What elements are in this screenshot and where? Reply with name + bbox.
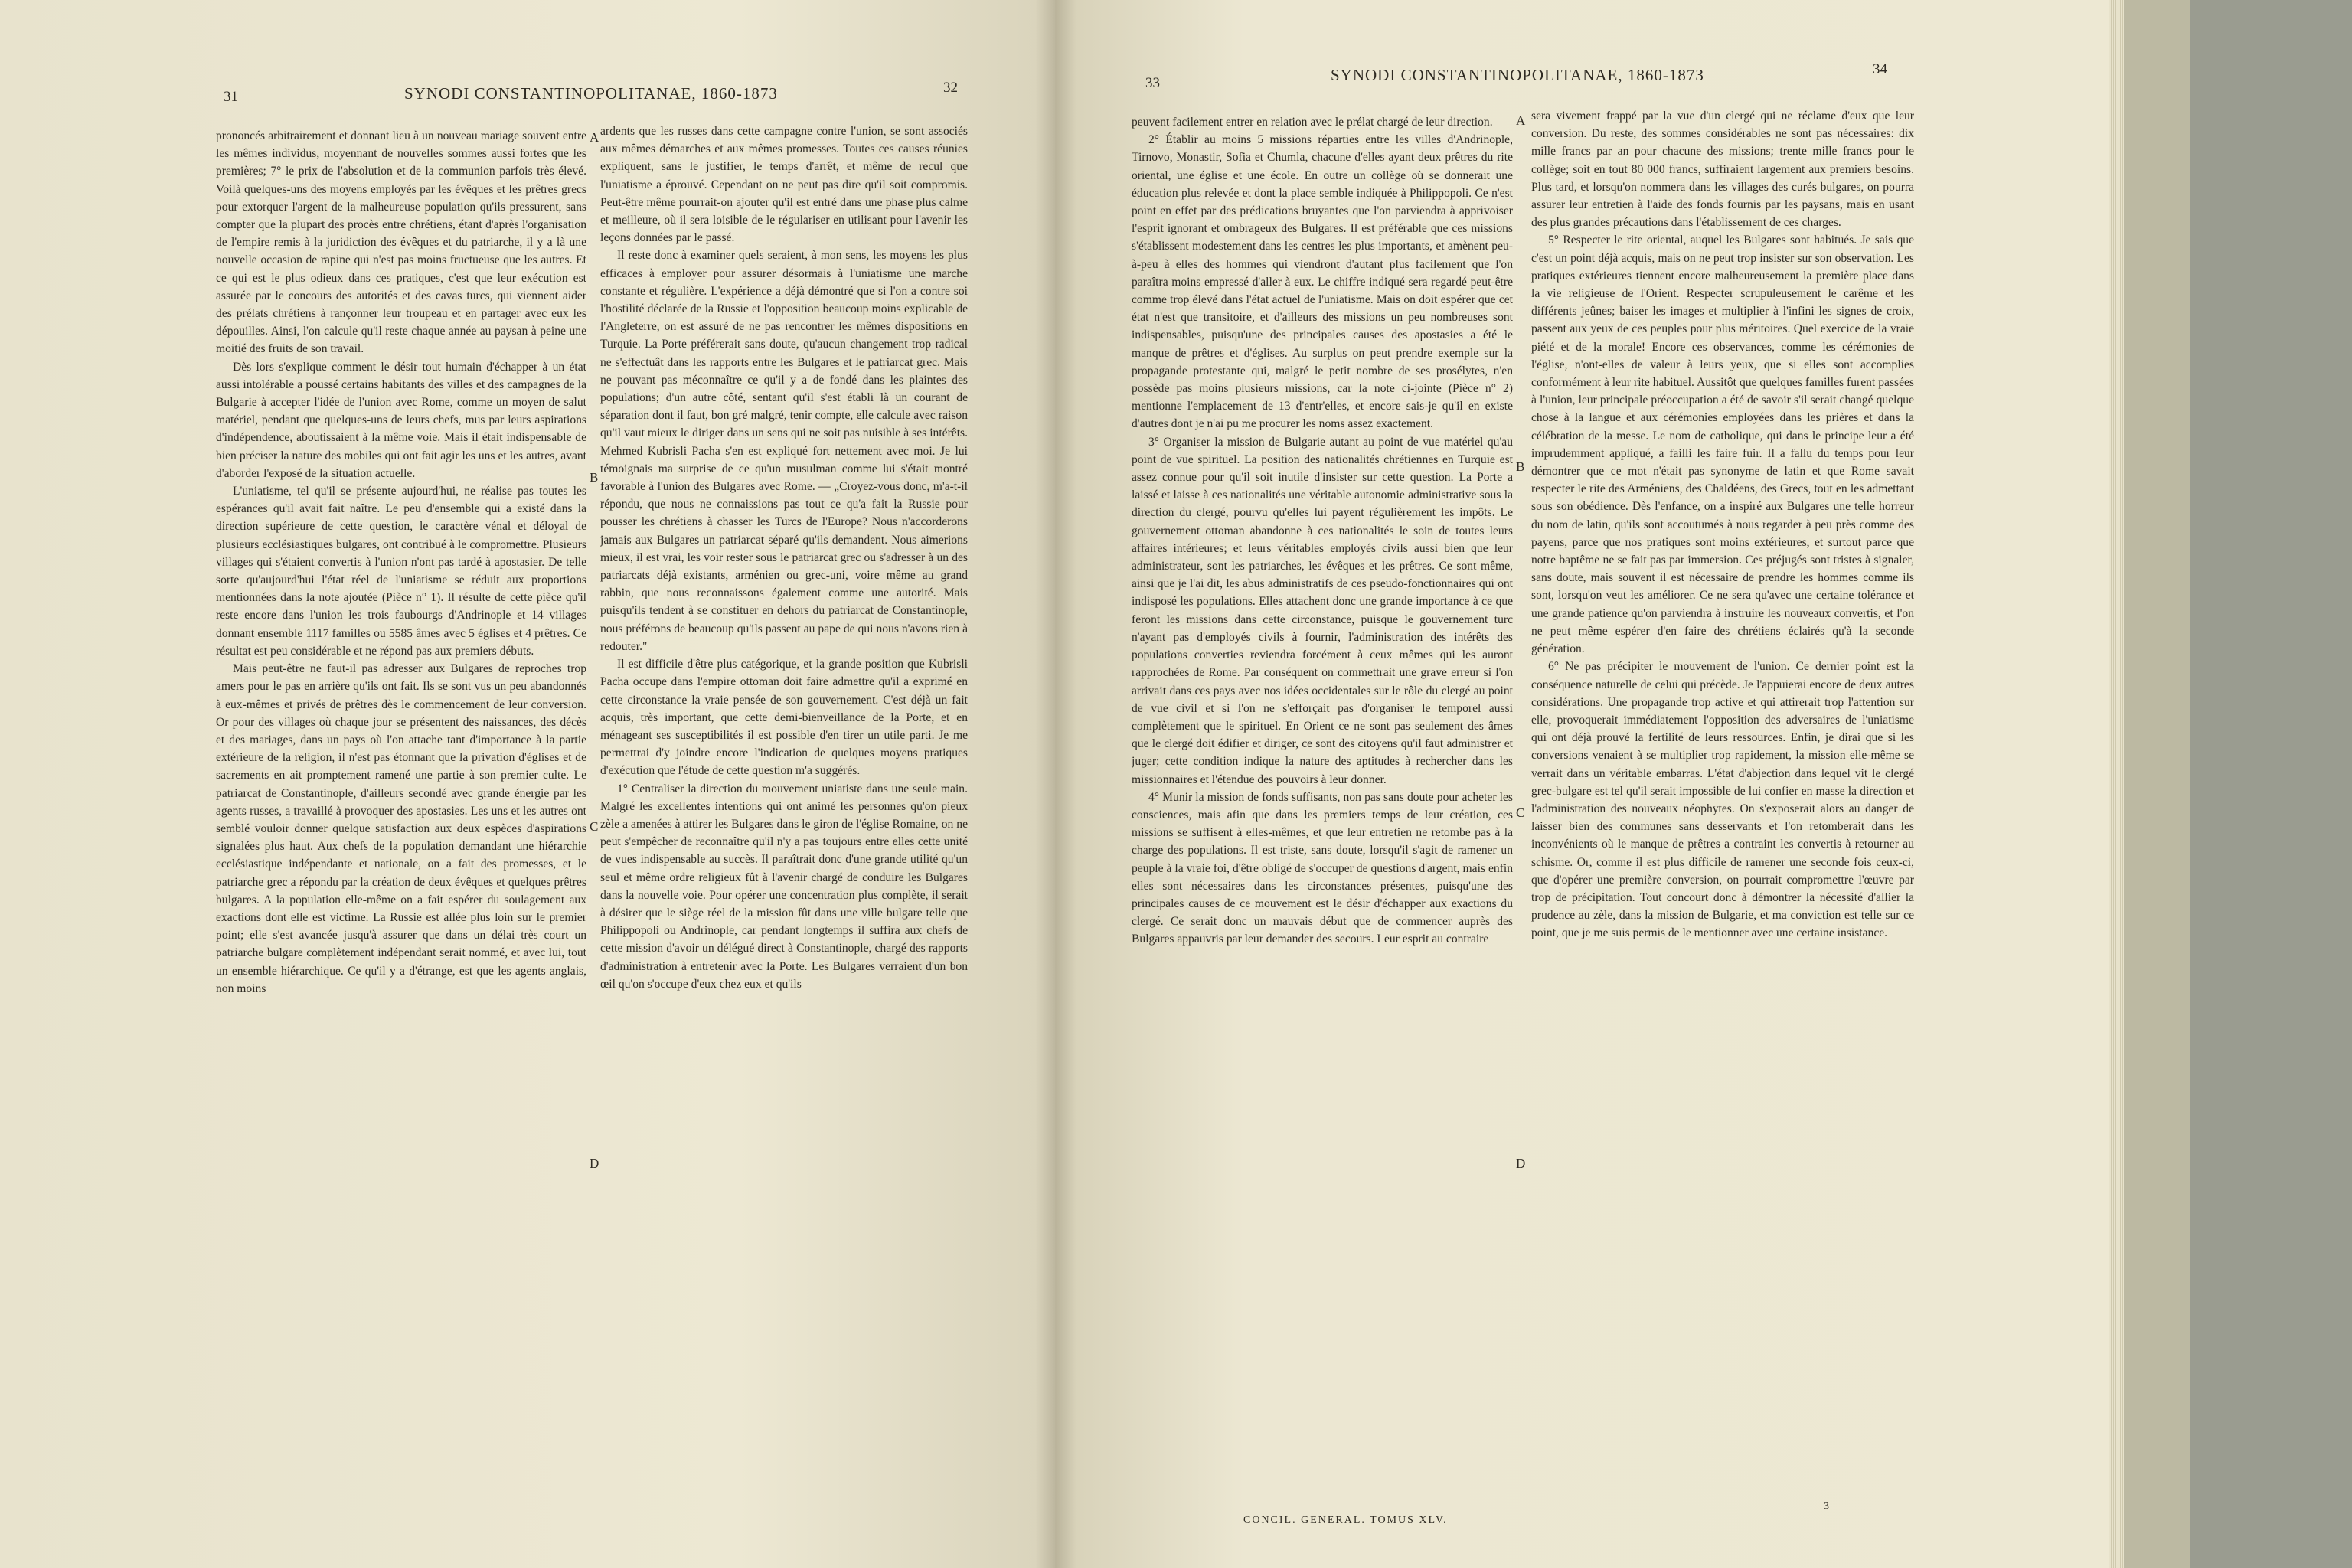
paragraph: Il est difficile d'être plus catégorique, et la grande position que Kubrisli Pacha occupe dans l'empire ottoman doit faire admettre qu'il a exprimé en cette circonstance la vraie pensée de son gouvernement. C'est déjà un fait acquis, très important, que cette demi-bienveillance de la Porte, et en ménageant ses susceptibilités il est possible d'en tirer un utile parti. Je me permettrai d'y joindre encore l'indication de quelques moyens pratiques d'exécution que l'étude de cette question m'a suggérés. (600, 658, 968, 778)
margin-letter-d: D (1516, 1156, 1526, 1171)
margin-letter-b: B (590, 470, 599, 485)
margin-letter-a: A (590, 130, 599, 145)
footer-signature-number: 3 (1824, 1501, 1829, 1512)
paragraph: Dès lors s'explique comment le désir tout humain d'échapper à un état aussi intolérable a poussé certains habitants des villes et des campagnes de la Bulgarie à accepter l'idée de l'union avec Rome, comme un moyen de salut matériel, pendant que quelques-uns de leurs chefs, mus par leurs aspirations d'indépendence, aboutissaient à la même voie. Mais il était indispensable de bien préciser la nature des mobiles qui ont fait agir les uns et les autres, avant d'aborder l'exposé de la situation actuelle. (216, 360, 586, 480)
left-page (0, 0, 1055, 1568)
book-cover-edge (2121, 0, 2190, 1568)
paragraph: ardents que les russes dans cette campagne contre l'union, se sont associés aux mêmes démarches et aux mêmes promesses. Toutes ces causes réunies expliquent, sans le justifier, le temps d'arrêt, et même de recul que l'uniatisme a éprouvé. Cependant on ne peut pas dire qu'il soit compromis. Peut-être même pourrait-on ajouter qu'il est entré dans une phase plus calme et meilleure, où il sera loisible de le régulariser en utilisant pour l'avenir les leçons données par le passé. (600, 125, 968, 245)
paragraph: Il reste donc à examiner quels seraient, à mon sens, les moyens les plus efficaces à employer pour assurer désormais à l'uniatisme une marche constante et régulière. L'expérience a déjà démontré que si l'on a contre soi l'hostilité déclarée de la Russie et l'opposition beaucoup moins explicable de l'Angleterre, on est assuré de ne pas rencontrer les mêmes dispositions en Turquie. La Porte préférerait sans doute, qu'aucun changement trop radical ne s'effectuât dans les rapports entre les Bulgares et le patriarcat grec. Mais ne pouvant pas méconnaître ce qu'il y a de fondé dans les plaintes des populations; d'un autre côté, sentant qu'il s'est établi là un courant de séparation dont il faut, bon gré malgré, tenir compte, elle calcule avec raison qu'il vaut mieux le diriger dans un sens qui ne soit pas nuisible à ses intérêts. Mehmed Kubrisli Pacha s'en est expliqué fort nettement avec moi. Je lui témoignais ma surprise de ce qu'un musulman comme lui s'était montré favorable à l'union des Bulgares avec Rome. — „Croyez-vous donc, m'a-t-il répondu, que nous ne connaissions pas tout ce qu'a fait la Russie pour pousser les chrétiens à chasser les Turcs de l'Europe? Nous n'accorderons jamais aux Bulgares un patriarcat séparé qu'ils demandent. Nous aimerions mieux, il est vrai, les voir rester sous le patriarcat grec ou s'adresser à un des patriarcats déjà existants, arménien ou grec-uni, voire même au grand rabbin, que nous reconnaissons également comme une autorité. Mais puisqu'ils tendent à se constituer en dehors du patriarcat de Constantinople, nous préférons de beaucoup qu'ils passent au pape de qui nous n'avons rien à redouter." (600, 249, 968, 653)
page-number-32: 32 (943, 80, 958, 96)
paragraph: L'uniatisme, tel qu'il se présente aujourd'hui, ne réalise pas toutes les espérances qu'il avait fait naître. Le peu d'ensemble qui a existé dans la direction supérieure de cette question, le caractère vénal et déloyal de plusieurs ecclésiastiques bulgares, ont contribué à le compromettre. Plusieurs villages qui s'étaient convertis à l'union n'ont pas tardé à apostasier. De telle sorte qu'aujourd'hui l'état réel de l'uniatisme se réduit aux proportions mentionnées dans la note ajoutée (Pièce n° 1). Il résulte de cette pièce qu'il reste encore dans l'union les trois faubourgs d'Andrinople et 14 villages donnant ensemble 1117 familles ou 5585 âmes avec 5 églises et 4 prêtres. Ce résultat est peu considérable et ne répond pas aux premiers débuts. (216, 485, 586, 658)
paragraph: 3° Organiser la mission de Bulgarie autant au point de vue matériel qu'au point de vue spirituel. La position des nationalités chrétiennes en Turquie est assez connue pour qu'il soit inutile d'insister sur cette question. La Porte a laissé et laisse à ces nationalités une véritable autonomie administrative sous la direction du clergé, pourvu qu'elles lui payent régulièrement les impôts. Le gouvernement ottoman abandonne à ces nationalités le soin de toutes leurs affaires intérieures; et leurs véritables employés civils aussi bien que leur administrateur, sont les patriarches, les évêques et les prêtres. Ce sont même, ainsi que je l'ai dit, les abus administratifs de ces pseudo-fonctionnaires qui ont indisposé les populations. Elles attachent donc une grande importance à ce que feront les missions dans cette circonstance, puisque le gouvernement turc n'ayant pas d'employés civils à fournir, l'administration des intérêts des populations converties reviendra forcément à ceux mêmes qui les auront rapprochées de Rome. Par conséquent on commettrait une grave erreur si l'on arrivait dans ces pays avec nos idées occidentales sur le rôle du clergé au point de vue civil et si l'on ne s'efforçait pas d'organiser le temporel aussi complètement que le spirituel. En Orient ce ne sont pas seulement des âmes que le clergé doit édifier et diriger, ce sont des citoyens qu'il faut administrer et juger; cette condition indique la nature des aptitudes à rechercher dans les missionnaires et l'étendue des pouvoirs à leur donner. (1132, 435, 1513, 786)
running-title-left: SYNODI CONSTANTINOPOLITANAE, 1860-1873 (404, 84, 778, 103)
paragraph: prononcés arbitrairement et donnant lieu à un nouveau mariage souvent entre les mêmes individus, moyennant de nouvelles sommes aussi fortes que les premières; 7° le prix de l'absolution et de la communion parfois très élevé. Voilà quelques-uns des moyens employés par les évêques et les prêtres grecs pour extorquer l'argent de la malheureuse population qu'ils pressurent, sans compter que la plupart des procès entre chrétiens, étant d'après l'organisation de l'empire remis à la juridiction des évêques et du patriarche, il y a là une nouvelle occasion de rapine qui n'est pas moins fructueuse que les autres. Et ce qui est le plus odieux dans ces pratiques, c'est que leur exécution est assurée par le concours des autorités et des cavas turcs, qui viennent aider des prélats chrétiens à rançonner leur troupeau et en partager avec eux les dépouilles. Ainsi, l'on calcule qu'il reste chaque année au paysan à peine une moitié des fruits de son travail. (216, 129, 586, 356)
running-title-right: SYNODI CONSTANTINOPOLITANAE, 1860-1873 (1331, 66, 1704, 84)
paragraph: sera vivement frappé par la vue d'un clergé qui ne réclame d'eux que leur conversion. Du reste, des sommes considérables ne sont pas nécessaires: dix mille francs par an pour chacune des missions; trente mille francs pour le collège; soit en tout 80 000 francs, suffiraient largement aux premiers besoins. Plus tard, et lorsqu'on nommera dans les villages des curés bulgares, on pourra assurer leur entretien à l'aide des fonds fournis par les paysans, mais en usant des plus grandes précautions dans l'établissement de ces charges. (1531, 109, 1914, 230)
paragraph: 4° Munir la mission de fonds suffisants, non pas sans doute pour acheter les consciences, mais afin que dans les premiers temps de leur création, ces missions se suffisent à elles-mêmes, et que leur entretien ne retombe pas à la charge des populations. Il est triste, sans doute, lorsqu'il s'agit de ramener un peuple à la vraie foi, d'être obligé de s'occuper de questions d'argent, mais enfin elles sont nécessaires dans les circonstances présentes, puisqu'une des principales causes de ce mouvement est le désir d'échapper aux exactions du clergé. Ce serait donc un mauvais début que de commencer auprès des Bulgares appauvris par leur demander des secours. Leur esprit au contraire (1132, 790, 1513, 946)
paragraph: 2° Établir au moins 5 missions réparties entre les villes d'Andrinople, Tirnovo, Monastir, Sofia et Chumla, chacune d'elles ayant deux prêtres du rite oriental, une église et une école. En outre un collège où se donnerait une éducation plus relevée et dont la place semble indiquée à Philippopoli. Ce n'est point en effet par des prédications bruyantes que l'on parviendra à apprivoiser l'esprit ignorant et ombrageux des Bulgares. Il est préférable que ces missions s'établissent modestement dans les centres les plus importants, et amènent peu-à-peu à elles des hommes qui viendront d'autant plus facilement que l'on paraîtra moins empressé d'aller à eux. Le chiffre indiqué sera regardé peut-être comme trop élevé dans l'état actuel de l'uniatisme. Mais on doit espérer que cet état n'est que transitoire, et d'ailleurs des missions un peu nombreuses sont indispensables, puisqu'une des principales causes des apostasies a été le manque de prêtres et d'églises. Au surplus on peut prendre exemple sur la propagande protestante qui, malgré le petit nombre de ses prosélytes, n'en possède pas moins plusieurs missions, car la note ci-jointe (Pièce n° 2) mentionne l'emplacement de 13 d'entr'elles, et encore sais-je qu'il en existe d'autres dont je n'ai pu me procurer les noms assez exactement. (1132, 133, 1513, 431)
margin-letter-c: C (590, 819, 599, 834)
paragraph: Mais peut-être ne faut-il pas adresser aux Bulgares de reproches trop amers pour le pas en arrière qu'ils ont fait. Ils se sont vus un peu abandonnés à eux-mêmes et privés de prêtres dès le commencement de leur conversion. Or pour des villages où chaque jour se présentent des naissances, des décès et des mariages, dans un pays où l'on attache tant d'importance à la partie extérieure de la religion, il n'est pas étonnant que la privation d'églises et de sacrements en ait promptement ramené une partie à son premier culte. Le patriarcat de Constantinople, d'ailleurs secondé avec grande énergie par les agents russes, a travaillé à provoquer des apostasies. Les uns et les autres ont semblé vouloir donner quelque satisfaction aux deux espèces d'aspirations signalées plus haut. Aux chefs de la population demandant une hiérarchie ecclésiastique indépendante et nationale, on a fait des promesses, et le patriarche grec a répondu par la création de deux évêques et quelques prêtres bulgares. A la population elle-même on a fait espérer du soulagement aux exactions dont elle est victime. La Russie est allée plus loin sur le premier point; elle s'est avancée jusqu'à assurer que dans un délai très court un patriarche bulgare complètement indépendant serait nommé, et avec lui, tout un ensemble hiérarchique. Ce qu'il y a d'étrange, est que les agents anglais, non moins (216, 662, 586, 995)
page-number-34: 34 (1873, 61, 1887, 77)
right-column-b (1531, 107, 1914, 1493)
page-stack-edge (2107, 0, 2124, 1568)
margin-letter-a: A (1516, 113, 1526, 128)
margin-letter-d: D (590, 1156, 599, 1171)
left-column-b (600, 122, 968, 1502)
footer-signature: CONCIL. GENERAL. TOMUS XLV. (1243, 1514, 1448, 1526)
page-number-31: 31 (224, 89, 238, 105)
right-page (1055, 0, 2109, 1568)
margin-letter-b: B (1516, 459, 1525, 474)
paragraph: 1° Centraliser la direction du mouvement uniatiste dans une seule main. Malgré les excellentes intentions qui ont animé les personnes qu'on pieux zèle a amenées à attirer les Bulgares dans le giron de l'église Romaine, on ne peut s'empêcher de reconnaître qu'il n'y a pas toujours entre elles cette unité de vues indispensable au succès. Il paraîtrait donc d'une grande utilité qu'un seul et même ordre religieux fût à l'avenir chargé de conduire les Bulgares dans la nouvelle voie. Pour opérer une concentration plus complète, il serait à désirer que le siège réel de la mission fût dans une ville bulgare telle que Philippopoli ou Andrinople, car pendant longtemps il suffira aux chefs de cette mission d'avoir un délégué direct à Constantinople, chargé des rapports d'administration à entretenir avec la Porte. Les Bulgares verraient d'un bon œil qu'on s'occupe d'eux chez eux et qu'ils (600, 782, 968, 991)
book-spine-edge (2188, 0, 2352, 1568)
paragraph: peuvent facilement entrer en relation avec le prélat chargé de leur direction. (1132, 116, 1493, 129)
margin-letter-c: C (1516, 805, 1525, 820)
book-gutter-shadow (1035, 0, 1076, 1568)
paragraph: 6° Ne pas précipiter le mouvement de l'union. Ce dernier point est la conséquence naturelle de celui qui précède. Je l'appuierai encore de deux autres considérations. Une propagande trop active et qui attirerait trop l'attention sur elle, provoquerait immédiatement l'opposition des adversaires de l'uniatisme qui ont déjà prouvé la fertilité de leurs ressources. Enfin, je dirai que si les conversions venaient à se multiplier trop rapidement, la mission elle-même se verrait dans un véritable embarras. L'état d'abjection dans lequel vit le clergé grec-bulgare est tel qu'il serait impossible de lui confier en masse la direction et l'administration des nouveaux néophytes. On s'exposerait alors au danger de laisser bien des communes sans desservants et l'on retomberait dans les inconvénients où le manque de prêtres a contraint les convertis à retourner au schisme. Or, comme il est plus difficile de ramener une seconde fois ceux-ci, que d'opérer une première conversion, on pourrait compromettre l'œuvre par trop de précipitation. Tout concourt donc à démontrer la nécessité d'allier la prudence au zèle, dans la mission de Bulgarie, et ma conviction est telle sur ce point, que je me suis permis de le mentionner avec une certaine insistance. (1531, 660, 1914, 940)
right-column-a (1132, 113, 1513, 1511)
paragraph: 5° Respecter le rite oriental, auquel les Bulgares sont habitués. Je sais que c'est un point déjà acquis, mais on ne peut trop insister sur son observation. Les pratiques extérieures tiennent encore malheureusement la première place dans la vie religieuse de l'Orient. Respecter scrupuleusement le carême et les différents jeûnes; baiser les images et multiplier à l'infini les signes de croix, passent aux yeux de ces peuples pour plus méritoires. Quel exercice de la vraie piété et de la morale! Encore ces observances, comme les cérémonies de l'église, n'ont-elles de valeur à leurs yeux, que si elles sont accomplies conformément à leur rite habituel. Aussitôt que quelques familles furent passées à l'union, leur principale préoccupation a été de savoir s'il serait changé quelque chose à la langue et aux cérémonies employées dans les prières et dans la célébration de la messe. Le nom de catholique, qui dans le principe leur a été imprudemment appliqué, a failli les faire fuir. Il a fallu du temps pour leur démontrer que ce mot n'était pas synonyme de latin et que Rome savait respecter le rite des Arméniens, des Chaldéens, des Grecs, tout en les admettant sous son obédience. Dès l'enfance, on a inspiré aux Bulgares une telle horreur du nom de latin, qu'ils sont accoutumés à nous regarder à peu près comme des payens, parce que nos pratiques sont moins extérieures, et surtout parce que notre baptême ne se fait pas par immersion. Ces préjugés sont tristes à signaler, sans doute, mais souvent il est nécessaire de prendre les hommes comme ils sont, lorsqu'on veut les améliorer. Ce ne sera qu'avec une certaine tolérance et une grande patience qu'on parviendra à instruire les nouveaux convertis, et l'on ne peut même espérer d'en faire des chrétiens éclairés qu'à la seconde génération. (1531, 234, 1914, 656)
left-column-a (216, 127, 586, 1502)
page-number-33: 33 (1145, 75, 1160, 91)
